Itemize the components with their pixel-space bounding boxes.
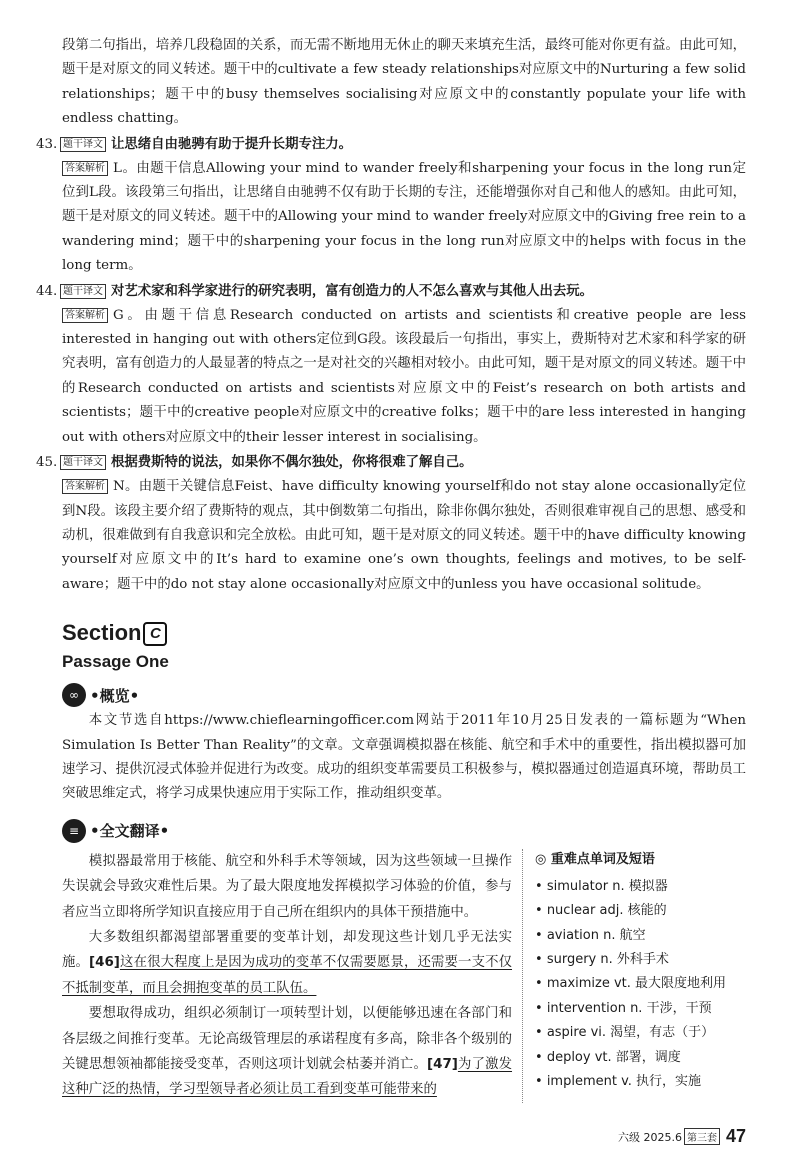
vocab-item: • intervention n. 干涉，干预: [535, 997, 745, 1021]
intro-paragraph: 段第二句指出，培养几段稳固的关系，而无需不断地用无休止的聊天来填充生活，最终可能对你更有益。由此可知，题干是对原文的同义转述。题干中的cultivate a few steady relationships对应原文中的Nurturing a few solid relationships；题干中的busy themselves socialising对应原文中的constantly populate your life with endless chatting。: [62, 38, 746, 127]
question-marker-47: [47]: [427, 1057, 458, 1072]
vocabulary-list: [535, 875, 745, 1095]
answer-analysis-text: N。由题干关键信息Feist、have difficulty knowing yourself和do not stay alone occasionally定位到N段。该段主要介绍了费斯特的观点，其中倒数第二句指出，除非你偶尔独处，否则很难审视自己的思想、感受和动机，很难做到有自我意识和完全放松。由此可知，题干是对原文的同义转述。题干中的have difficulty knowing yourself对应原文中的It’s hard to examine one’s own thoughts, feelings and motives, to be self-aware；题干中的do not stay alone occasionally对应原文中的unless you have occasional solitude。: [62, 479, 746, 592]
overview-heading-text: •概览•: [90, 686, 140, 705]
section-letter-badge: C: [143, 622, 167, 646]
question-number: 44.: [36, 283, 58, 299]
underlined-answer-text: 为了激发这种广泛的热情，学习型领导者必须让员工看到变革可能带来的: [62, 1057, 513, 1098]
answer-analysis: [62, 475, 746, 597]
translation-paragraph-3: [62, 1001, 512, 1103]
question-translation-text: 让思绪自由驰骋有助于提升长期专注力。: [111, 135, 353, 152]
question-translation-text: 根据费斯特的说法，如果你不偶尔独处，你将很难了解自己。: [111, 454, 473, 471]
vocab-item: • nuclear adj. 核能的: [535, 899, 745, 923]
analysis-tag: 答案解析: [62, 308, 108, 323]
vocab-item: • simulator n. 模拟器: [535, 875, 745, 899]
overview-heading: [62, 681, 746, 709]
underlined-answer-text: 这在很大程度上是因为成功的变革不仅需要愿景，还需要一支不仅不抵制变革，而且会拥抱变革的员工队伍。: [62, 955, 513, 996]
analysis-tag: 答案解析: [62, 479, 108, 494]
vocab-item: • aviation n. 航空: [535, 924, 745, 948]
page: [36, 34, 746, 1103]
vocabulary-sidebar: [523, 849, 745, 1103]
passage-title: Passage One: [62, 652, 169, 672]
translation-columns: [62, 849, 746, 1103]
volume-label: 第三套: [684, 1128, 720, 1145]
document-icon: ≡: [62, 819, 86, 843]
target-icon: ◎: [535, 851, 547, 867]
question-translation: [36, 132, 746, 157]
issue-label: 六级 2025.6: [617, 1130, 682, 1144]
answer-analysis-text: G。由题干信息Research conducted on artists and scientists和creative people are less interested in hanging out with others定位到G段。该段最后一句指出，事实上，费斯特对艺术家和科学家的研究表明，富有创造力的人最显著的特点之一是对社交的兴趣相对较小。由此可知，题干是对原文的同义转述。题干中的Research conducted on artists and scientists对应原文中的Feist’s research on both artists and scientists；题干中的creative people对应原文中的creative folks；题干中的are less interested in hanging out with others对应原文中的their lesser interest in socialising。: [62, 307, 746, 445]
vocabulary-title: ◎ 重难点单词及短语: [535, 851, 655, 867]
vocab-item: • maximize vt. 最大限度地利用: [535, 972, 745, 996]
analysis-tag: 答案解析: [62, 161, 108, 176]
translation-heading: [62, 817, 746, 845]
translation-tag: 题干译文: [60, 455, 106, 470]
overview-paragraph: 本文节选自https://www.chieflearningofficer.com网站于2011年10月25日发表的一篇标题为“When Simulation Is Better Than Reality”的文章。文章强调模拟器在核能、航空和手术中的重要性，指出模拟器可加速学习、提供沉浸式体验并促进行为改变。成功的组织变革需要员工积极参与，模拟器通过创造逼真环境，帮助员工突破思维定式，将学习成果快速应用于实际工作，推动组织变革。: [62, 713, 746, 802]
translation-column: [62, 849, 523, 1103]
section-heading: [62, 619, 746, 647]
question-45: [36, 450, 746, 597]
translation-paragraph-2: [62, 925, 512, 1001]
question-number: 45.: [36, 455, 58, 471]
translation-heading-text: •全文翻译•: [90, 822, 170, 841]
paragraph-text: 大多数组织都渴望部署重要的变革计划，却发现这些计划几乎无法实施。: [62, 929, 512, 971]
page-footer: [618, 1126, 746, 1147]
question-translation: [36, 279, 746, 304]
answer-analysis: [62, 304, 746, 450]
answer-analysis: [62, 157, 746, 279]
question-translation: [36, 450, 746, 475]
vocab-item: • deploy vt. 部署，调度: [535, 1046, 745, 1070]
question-number: 43.: [36, 136, 58, 152]
vocab-item: • aspire vi. 渴望，有志（于）: [535, 1021, 745, 1045]
question-43: [36, 132, 746, 279]
question-marker-46: [46]: [89, 955, 120, 971]
answer-analysis-text: L。由题干信息Allowing your mind to wander freely和sharpening your focus in the long run定位到L段。该段第三句指出，让思绪自由驰骋不仅有助于长期的专注，还能增强你对自己和他人的感知。由此可知，题干是对原文的同义转述。题干中的Allowing your mind to wander freely对应原文中的Giving free rein to a wandering mind；题干中的sharpening your focus in the long run对应原文中的helps with focus in the long term。: [62, 160, 746, 274]
page-number: 47: [725, 1126, 746, 1146]
paragraph-text: 要想取得成功，组织必须制订一项转型计划，以便能够迅速在各部门和各层级之间推行变革。无论高级管理层的承诺程度有多高，除非各个级别的关键思想领袖都能接受变革，否则这项计划就会枯萎并消亡。: [62, 1006, 512, 1072]
section-label: Section: [62, 620, 142, 646]
vocab-item: • implement v. 执行，实施: [535, 1070, 745, 1094]
glasses-icon: ∞: [62, 683, 86, 707]
translation-tag: 题干译文: [60, 284, 106, 299]
translation-paragraph-1: 模拟器最常用于核能、航空和外科手术等领域，因为这些领域一旦操作失误就会导致灾难性后果。为了最大限度地发挥模拟学习体验的价值，参与者应当立即将所学知识直接应用于自己所在组织内的具体干预措施中。: [62, 853, 512, 920]
question-translation-text: 对艺术家和科学家进行的研究表明，富有创造力的人不怎么喜欢与其他人出去玩。: [111, 282, 594, 299]
translation-tag: 题干译文: [60, 137, 106, 152]
question-44: [36, 279, 746, 450]
vocab-item: • surgery n. 外科手术: [535, 948, 745, 972]
